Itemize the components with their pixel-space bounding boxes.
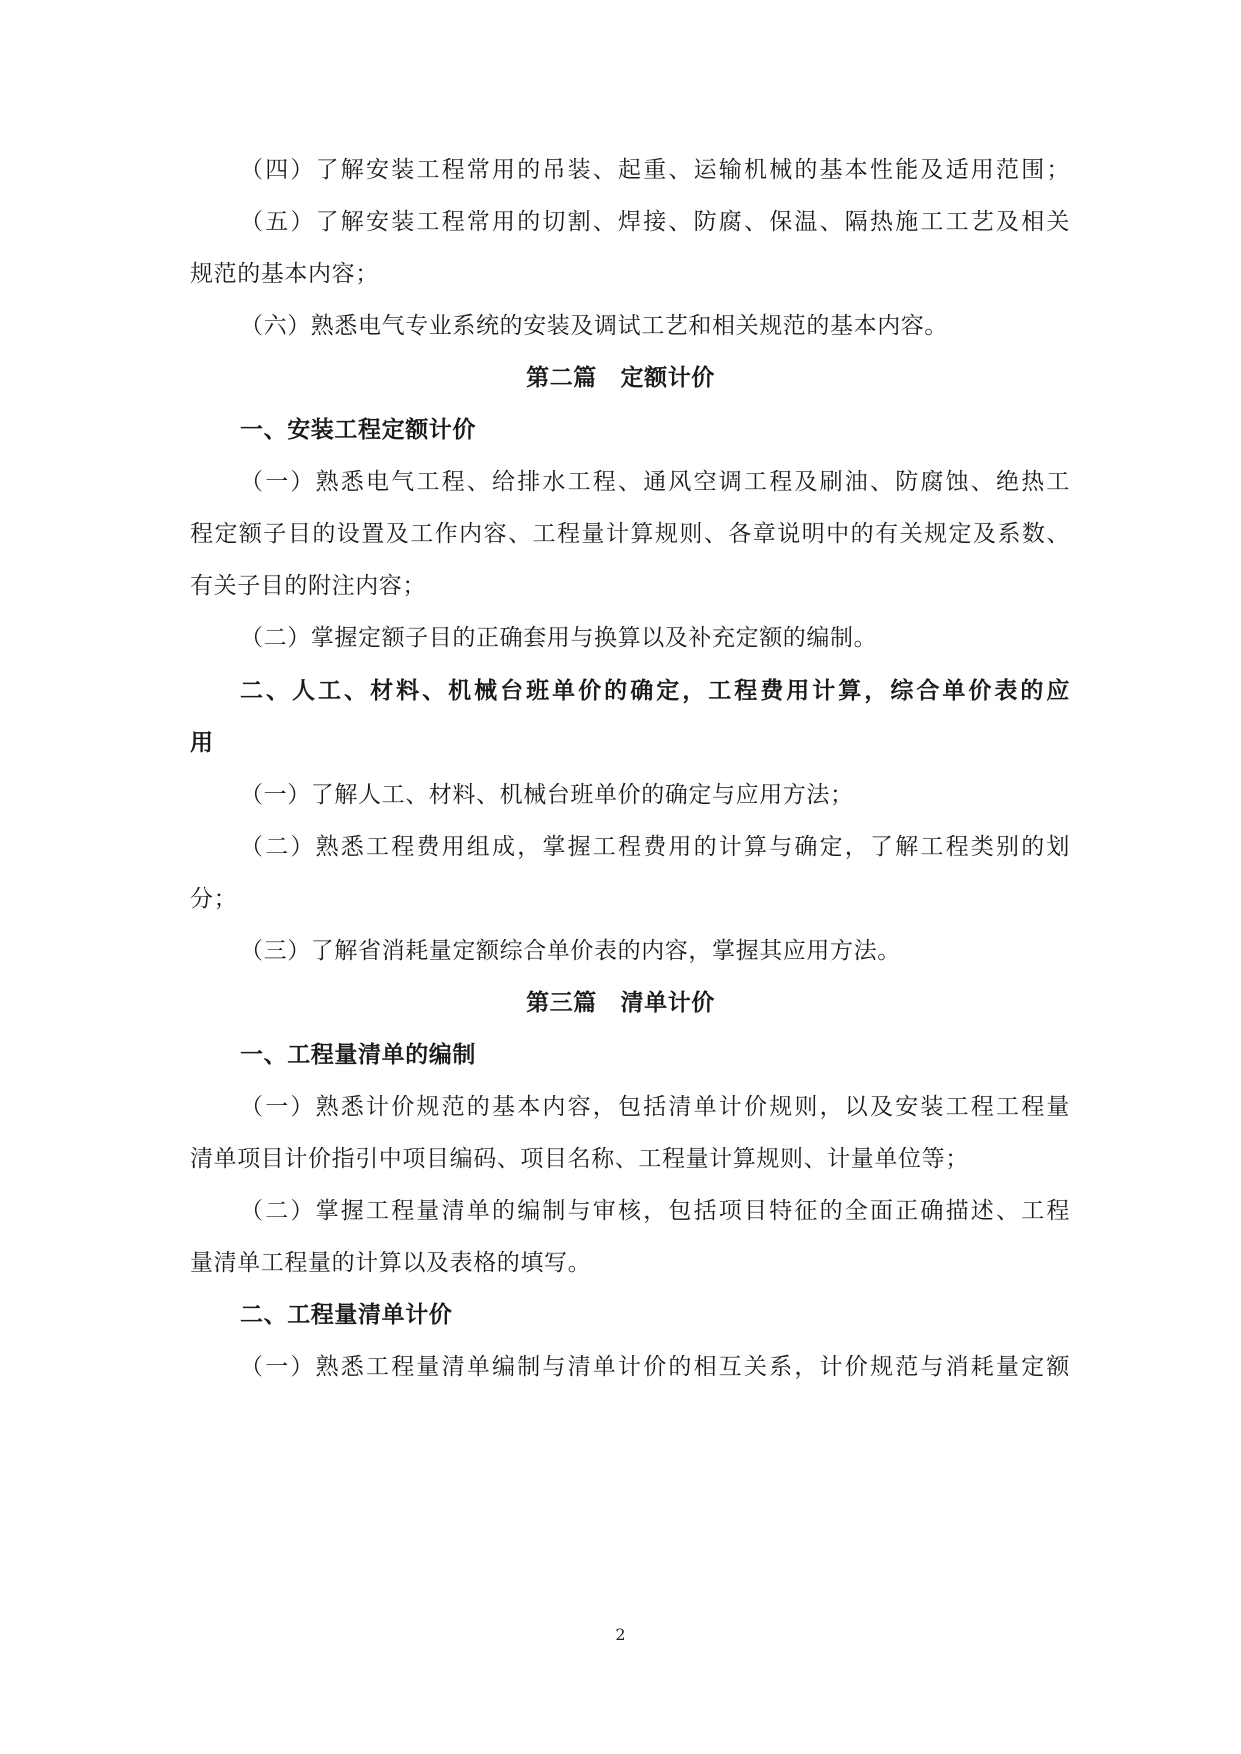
page-number: 2 — [615, 1625, 626, 1644]
paragraph-line: 清单项目计价指引中项目编码、项目名称、工程量计算规则、计量单位等； — [190, 1146, 969, 1172]
paragraph-line: （六）熟悉电气专业系统的安装及调试工艺和相关规范的基本内容。 — [240, 313, 948, 339]
paragraph-line: （一）了解人工、材料、机械台班单价的确定与应用方法； — [240, 782, 854, 808]
paragraph-line: （三）了解省消耗量定额综合单价表的内容，掌握其应用方法。 — [240, 938, 901, 964]
paragraph-line: （一）熟悉计价规范的基本内容，包括清单计价规则，以及安装工程工程量 — [240, 1094, 1070, 1120]
section-title: 第二篇 定额计价 — [526, 364, 715, 391]
section-heading: 一、工程量清单的编制 — [240, 1041, 476, 1068]
paragraph-line: 程定额子目的设置及工作内容、工程量计算规则、各章说明中的有关规定及系数、 — [190, 521, 1070, 547]
paragraph-line: （一）熟悉电气工程、给排水工程、通风空调工程及刷油、防腐蚀、绝热工 — [240, 469, 1070, 495]
section-heading: 二、工程量清单计价 — [240, 1301, 453, 1328]
paragraph-line: （一）熟悉工程量清单编制与清单计价的相互关系，计价规范与消耗量定额 — [240, 1354, 1070, 1380]
paragraph-line: （二）掌握工程量清单的编制与审核，包括项目特征的全面正确描述、工程 — [240, 1198, 1070, 1224]
paragraph-line: 有关子目的附注内容； — [190, 573, 426, 599]
paragraph-line: （二）掌握定额子目的正确套用与换算以及补充定额的编制。 — [240, 625, 878, 651]
paragraph-line: 量清单工程量的计算以及表格的填写。 — [190, 1250, 592, 1276]
section-heading-continued: 用 — [190, 729, 214, 756]
section-heading: 一、安装工程定额计价 — [240, 416, 476, 443]
paragraph-line: （五）了解安装工程常用的切割、焊接、防腐、保温、隔热施工工艺及相关 — [240, 209, 1070, 235]
paragraph-line: 分； — [190, 886, 238, 912]
paragraph-line: 规范的基本内容； — [190, 261, 379, 287]
section-heading: 二、人工、材料、机械台班单价的确定，工程费用计算，综合单价表的应 — [240, 677, 1070, 704]
paragraph-line: （二）熟悉工程费用组成，掌握工程费用的计算与确定，了解工程类别的划 — [240, 834, 1070, 860]
section-title: 第三篇 清单计价 — [526, 989, 715, 1016]
paragraph-line: （四）了解安装工程常用的吊装、起重、运输机械的基本性能及适用范围； — [240, 157, 1070, 183]
